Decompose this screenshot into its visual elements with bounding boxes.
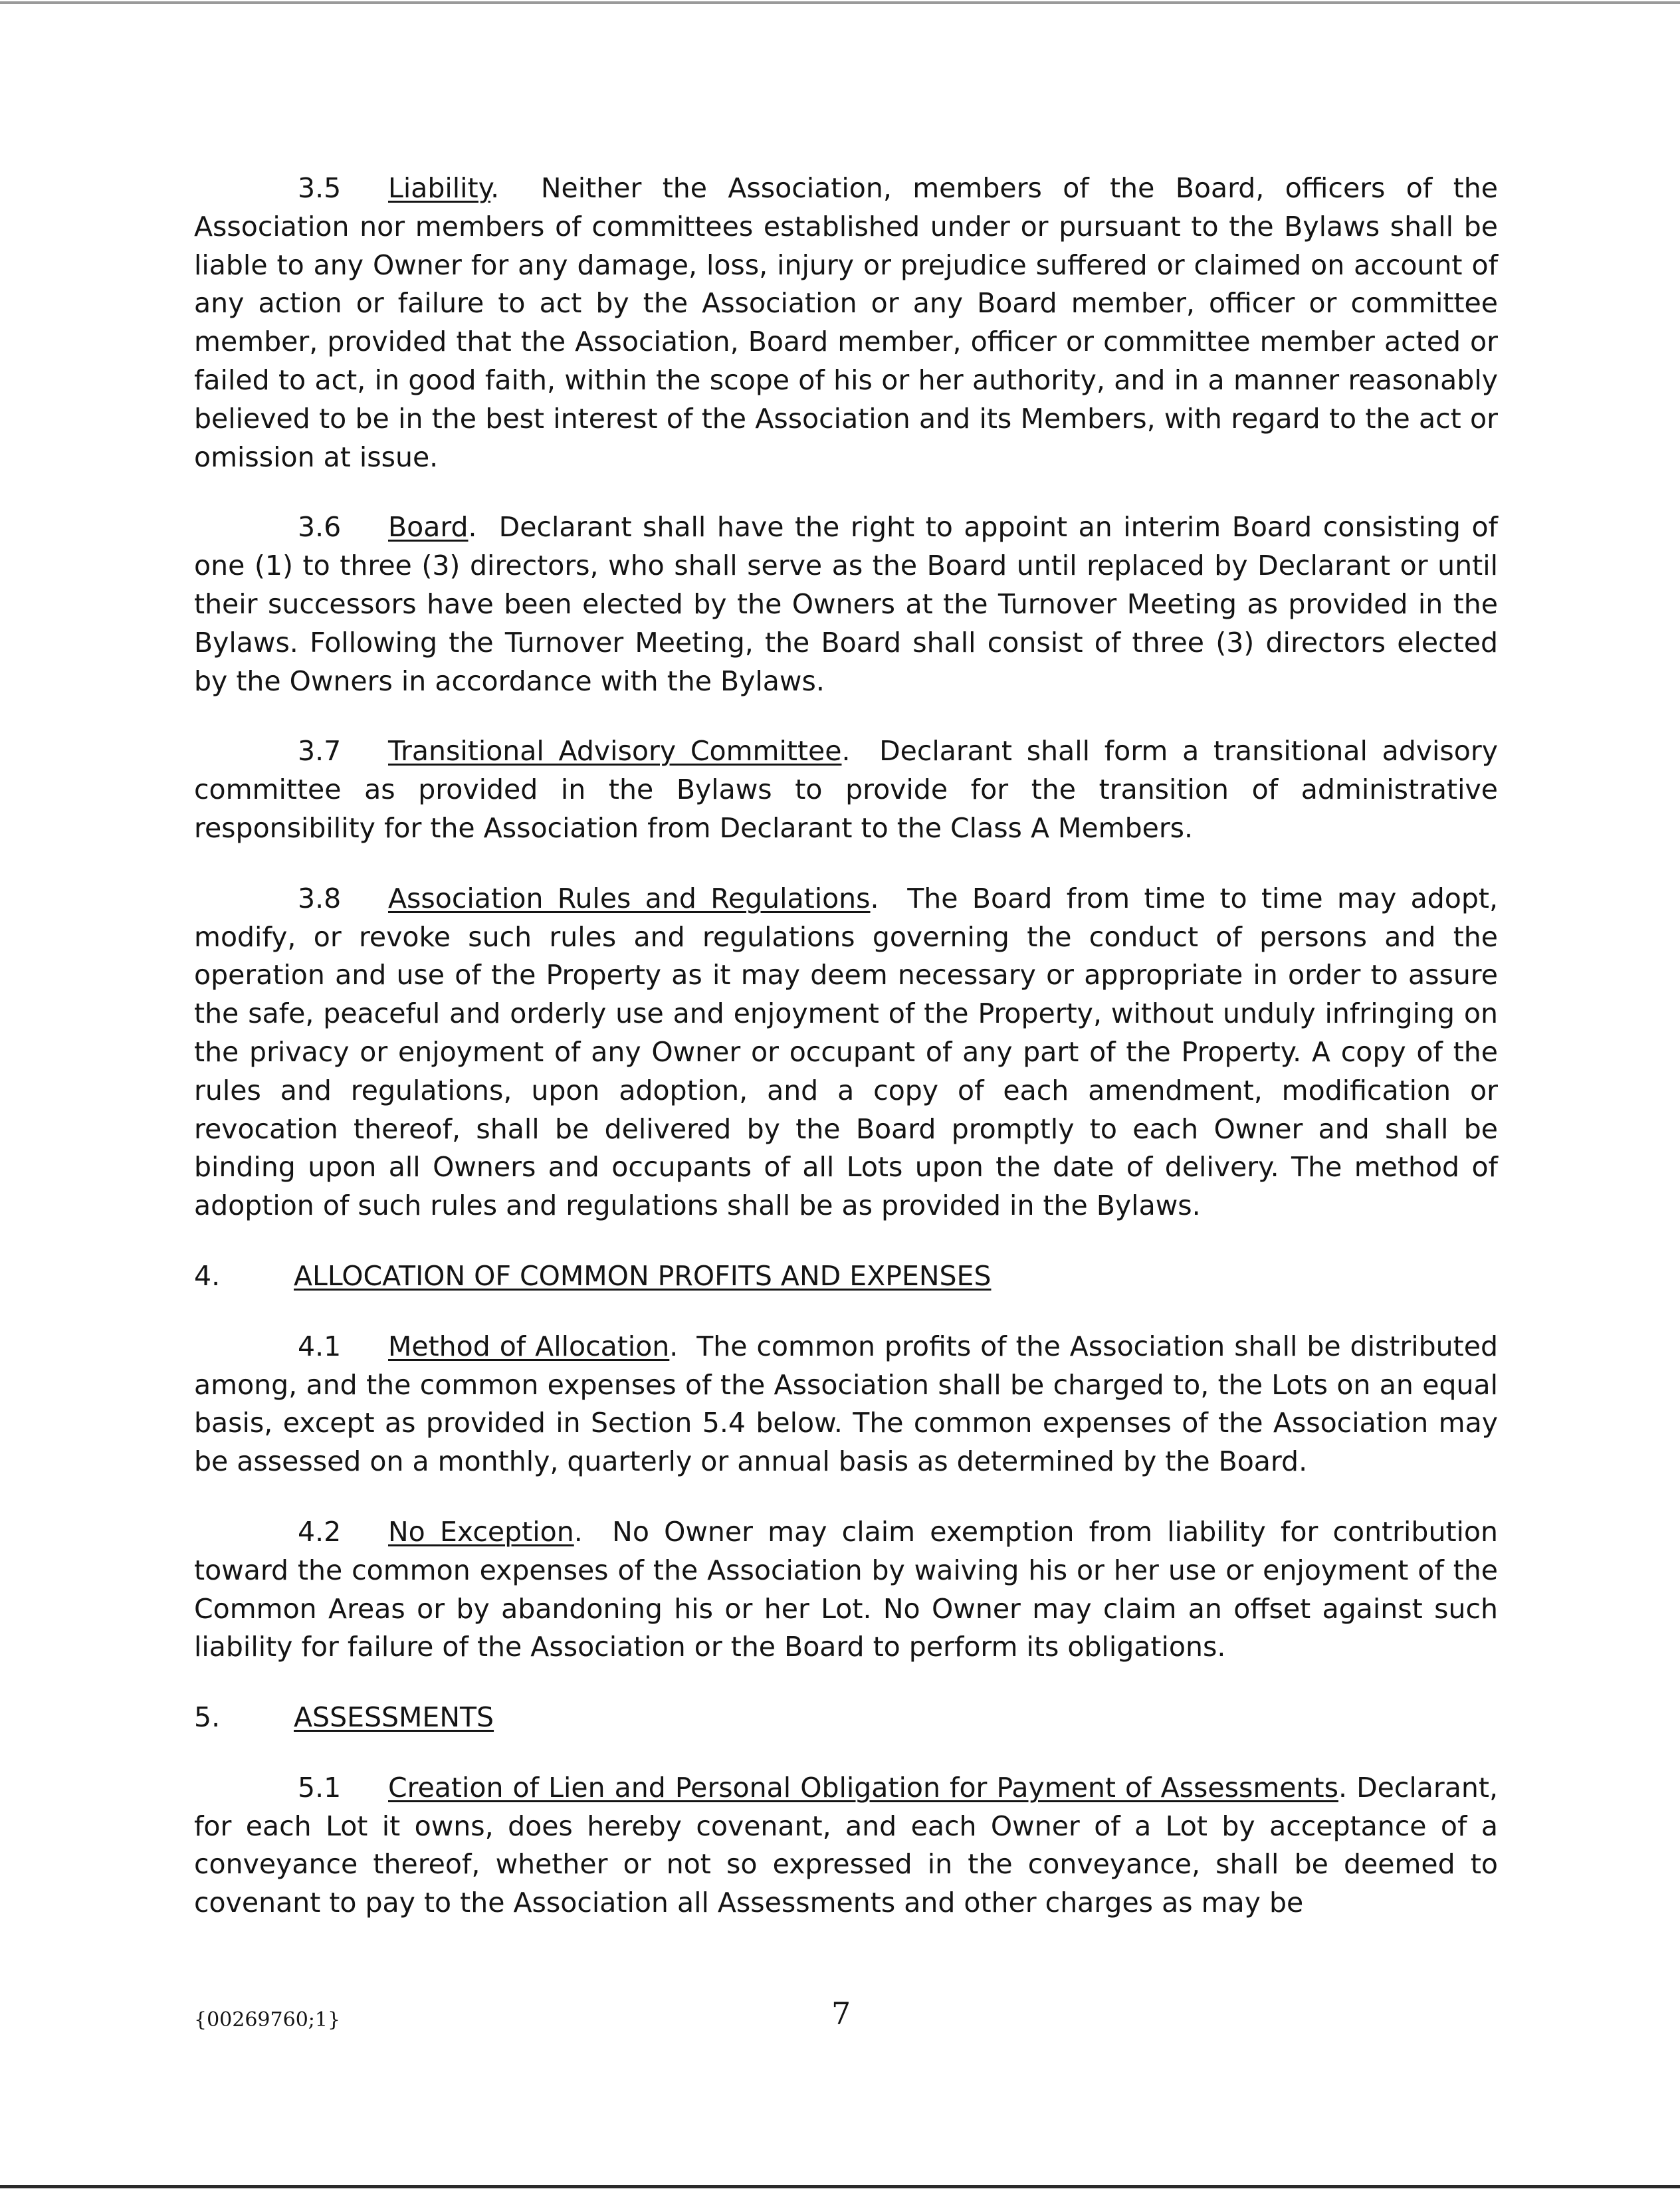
section-heading-title: ASSESSMENTS xyxy=(294,1701,494,1734)
section-5-heading xyxy=(194,1699,1498,1737)
section-title: Board xyxy=(388,511,469,544)
section-5-1: 5.1 Creation of Lien and Personal Obligation for Payment of Assessments. Declarant, for each Lot it owns, does hereby covenant, and each Owner of a Lot by acceptance of a conveyance thereof, whether or not so expressed in the conveyance, shall be deemed to covenant to pay to the Association all Assessments and other charges as may be xyxy=(194,1769,1498,1923)
section-number: 4. xyxy=(194,1259,221,1292)
section-body: The Board from time to time may adopt, modify, or revoke such rules and regulations governing the conduct of persons and the operation and use of the Property as it may deem necessary or appropriate in order to assure the safe, peaceful and orderly use and enjoyment of the Property, without unduly infringing on the privacy or enjoyment of any Owner or occupant of any part of the Property. A copy of the rules and regulations, upon adoption, and a copy of each amendment, modification or revocation thereof, shall be delivered by the Board promptly to each Owner and shall be binding upon all Owners and occupants of all Lots upon the date of delivery. The method of adoption of such rules and regulations shall be as provided in the Bylaws. xyxy=(194,882,1498,1222)
section-3-8: 3.8 Association Rules and Regulations. The Board from time to time may adopt, modify, or revoke such rules and regulations governing the conduct of persons and the operation and use of the Property as it may deem necessary or appropriate in order to assure the safe, peaceful and orderly use and enjoyment of the Property, without unduly infringing on the privacy or enjoyment of any Owner or occupant of any part of the Property. A copy of the rules and regulations, upon adoption, and a copy of each amendment, modification or revocation thereof, shall be delivered by the Board promptly to each Owner and shall be binding upon all Owners and occupants of all Lots upon the date of delivery. The method of adoption of such rules and regulations shall be as provided in the Bylaws. xyxy=(194,880,1498,1225)
section-4-2: 4.2 No Exception. No Owner may claim exemption from liability for contribution toward the common expenses of the Association by waiving his or her use or enjoyment of the Common Areas or by abandoning his or her Lot. No Owner may claim an offset against such liability for failure of the Association or the Board to perform its obligations. xyxy=(194,1513,1498,1667)
section-heading-title: ALLOCATION OF COMMON PROFITS AND EXPENSES xyxy=(294,1259,992,1292)
scan-bottom-edge xyxy=(0,2185,1680,2188)
section-title: Liability xyxy=(388,172,491,204)
section-number: 5.1 xyxy=(298,1771,342,1804)
section-body: Neither the Association, members of the Board, officers of the Association nor members of committees established under or pursuant to the Bylaws shall be liable to any Owner for any damage, loss, injury or prejudice suffered or claimed on account of any action or failure to act by the Association or any Board member, officer or committee member, provided that the Association, Board member, officer or committee member acted or failed to act, in good faith, within the scope of his or her authority, and in a manner reasonably believed to be in the best interest of the Association and its Members, with regard to the act or omission at issue. xyxy=(194,172,1498,473)
section-number: 4.1 xyxy=(298,1330,342,1362)
section-4-heading xyxy=(194,1257,1498,1296)
section-number: 3.6 xyxy=(298,511,342,544)
section-number: 3.8 xyxy=(298,882,342,914)
section-body: No Owner may claim exemption from liability for contribution toward the common expenses of the Association by waiving his or her use or enjoyment of the Common Areas or by abandoning his or her Lot. No Owner may claim an offset against such liability for failure of the Association or the Board to perform its obligations. xyxy=(194,1515,1498,1663)
section-body: Declarant, for each Lot it owns, does hereby covenant, and each Owner of a Lot by acceptance of a conveyance thereof, whether or not so expressed in the conveyance, shall be deemed to covenant to pay to the Association all Assessments and other charges as may be xyxy=(194,1771,1498,1919)
page-number: 7 xyxy=(831,1996,851,2032)
section-number: 4.2 xyxy=(298,1515,342,1548)
section-number: 3.5 xyxy=(298,172,342,204)
section-body: Declarant shall have the right to appoint an interim Board consisting of one (1) to three (3) directors, who shall serve as the Board until replaced by Declarant or until their successors have been elected by the Owners at the Turnover Meeting as provided in the Bylaws. Following the Turnover Meeting, the Board shall consist of three (3) directors elected by the Owners in accordance with the Bylaws. xyxy=(194,511,1498,697)
section-3-6: 3.6 Board. Declarant shall have the right to appoint an interim Board consisting of one (1) to three (3) directors, who shall serve as the Board until replaced by Declarant or until their successors have been elected by the Owners at the Turnover Meeting as provided in the Bylaws. Following the Turnover Meeting, the Board shall consist of three (3) directors elected by the Owners in accordance with the Bylaws. xyxy=(194,508,1498,700)
section-4-1: 4.1 Method of Allocation. The common profits of the Association shall be distributed among, and the common expenses of the Association shall be charged to, the Lots on an equal basis, except as provided in Section 5.4 below. The common expenses of the Association may be assessed on a monthly, quarterly or annual basis as determined by the Board. xyxy=(194,1328,1498,1481)
section-title: Creation of Lien and Personal Obligation for Payment of Assessments xyxy=(388,1771,1338,1804)
section-number: 3.7 xyxy=(298,735,342,768)
document-page xyxy=(194,169,1498,1923)
section-3-7: 3.7 Transitional Advisory Committee. Declarant shall form a transitional advisory committee as provided in the Bylaws to provide for the transition of administrative responsibility for the Association from Declarant to the Class A Members. xyxy=(194,732,1498,847)
section-title: Method of Allocation xyxy=(388,1330,670,1362)
section-title: No Exception xyxy=(388,1515,574,1548)
section-title: Transitional Advisory Committee xyxy=(388,735,842,768)
section-3-5: 3.5 Liability. Neither the Association, members of the Board, officers of the Association nor members of committees established under or pursuant to the Bylaws shall be liable to any Owner for any damage, loss, injury or prejudice suffered or claimed on account of any action or failure to act by the Association or any Board member, officer or committee member, provided that the Association, Board member, officer or committee member acted or failed to act, in good faith, within the scope of his or her authority, and in a manner reasonably believed to be in the best interest of the Association and its Members, with regard to the act or omission at issue. xyxy=(194,169,1498,476)
section-number: 5. xyxy=(194,1701,221,1734)
scan-top-edge xyxy=(0,1,1680,4)
section-title: Association Rules and Regulations xyxy=(388,882,871,914)
section-body: Declarant shall form a transitional advisory committee as provided in the Bylaws to provide for the transition of administrative responsibility for the Association from Declarant to the Class A Members. xyxy=(194,735,1498,844)
document-id: {00269760;1} xyxy=(194,2008,341,2032)
section-body: The common profits of the Association shall be distributed among, and the common expenses of the Association shall be charged to, the Lots on an equal basis, except as provided in Section 5.4 below. The common expenses of the Association may be assessed on a monthly, quarterly or annual basis as determined by the Board. xyxy=(194,1330,1498,1478)
